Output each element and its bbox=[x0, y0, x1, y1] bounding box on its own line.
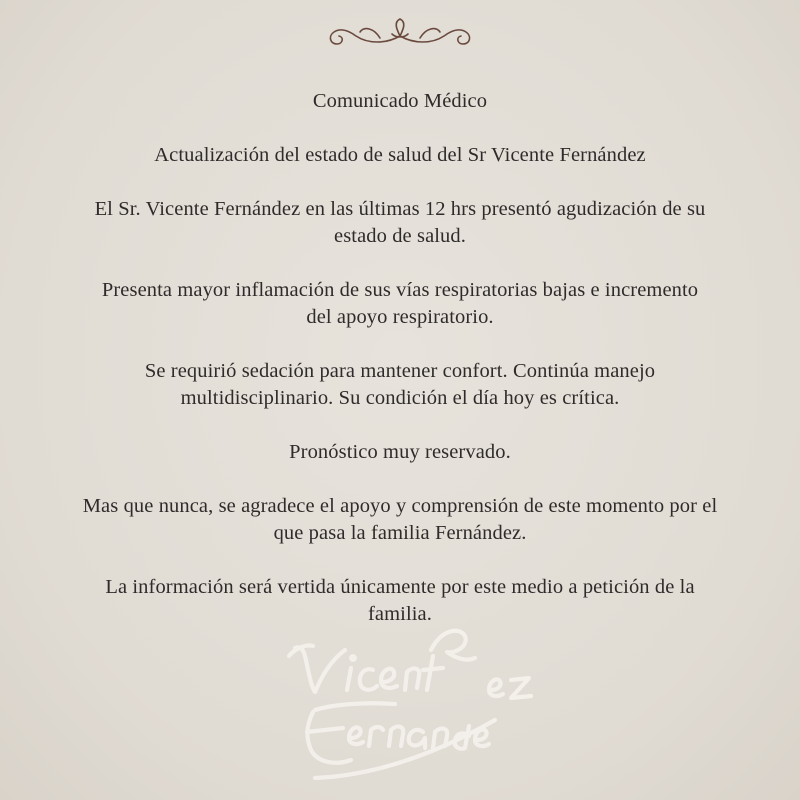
paragraph-1-line-2: estado de salud. bbox=[334, 225, 466, 247]
paragraph-3-line-1: Se requirió sedación para mantener confort. Continúa manejo bbox=[144, 360, 656, 382]
medical-statement bbox=[30, 88, 770, 628]
paragraph-6-line-2: familia. bbox=[368, 603, 432, 625]
paragraph-2-line-2: del apoyo respiratorio. bbox=[306, 306, 494, 328]
paragraph-5-line-1: Mas que nunca, se agradece el apoyo y comprensión de este momento por el bbox=[82, 495, 718, 517]
paragraph-3-line-2: multidisciplinario. Su condición el día hoy es crítica. bbox=[180, 387, 620, 409]
statement-subject: Actualización del estado de salud del Sr Vicente Fernández bbox=[154, 144, 646, 166]
paragraph-2-line-1: Presenta mayor inflamación de sus vías respiratorias bajas e incremento bbox=[101, 279, 699, 301]
paragraph-5-line-2: que pasa la familia Fernández. bbox=[273, 522, 527, 544]
paragraph-6-line-1: La información será vertida únicamente por este medio a petición de la bbox=[105, 576, 695, 598]
scroll-flourish-icon bbox=[320, 14, 480, 52]
paragraph-4-line-1: Pronóstico muy reservado. bbox=[289, 441, 511, 463]
paragraph-1-line-1: El Sr. Vicente Fernández en las últimas 12 hrs presentó agudización de su bbox=[94, 198, 706, 220]
signature-logo bbox=[255, 600, 555, 795]
statement-heading: Comunicado Médico bbox=[312, 90, 488, 112]
